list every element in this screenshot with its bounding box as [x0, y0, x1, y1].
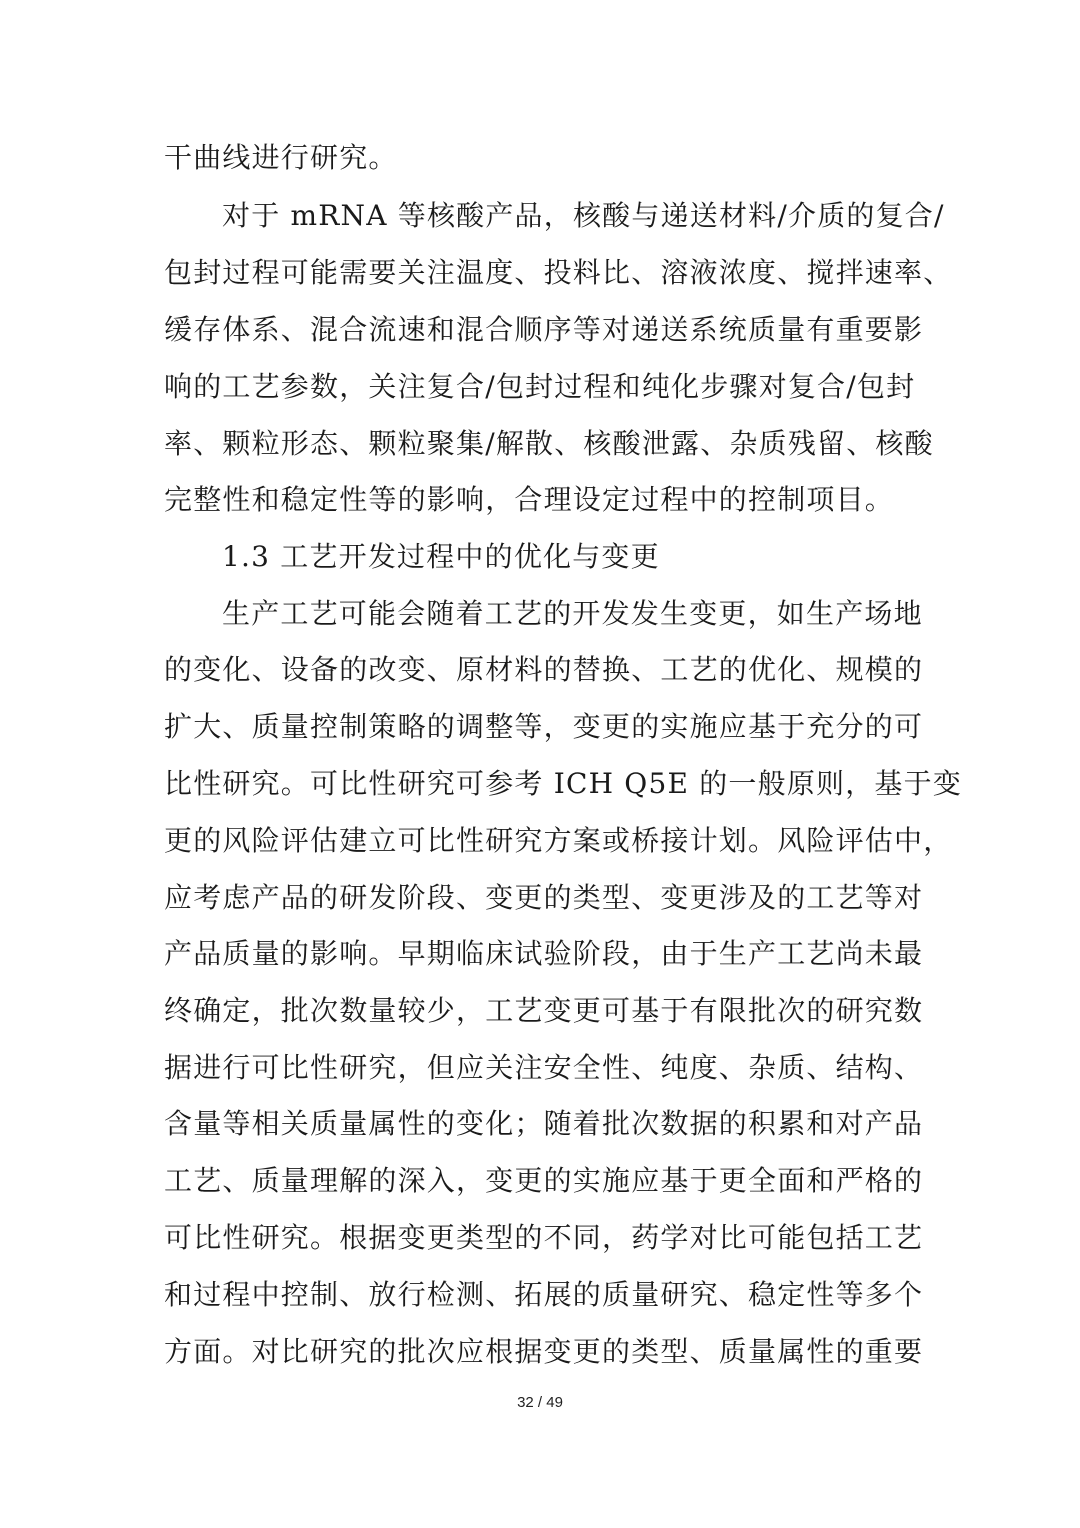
text-line: 响的工艺参数，关注复合/包封过程和纯化步骤对复合/包封 [164, 370, 916, 403]
text-line: 比性研究。可比性研究可参考 ICH Q5E 的一般原则，基于变 [164, 767, 963, 800]
text-line: 可比性研究。根据变更类型的不同，药学对比可能包括工艺 [164, 1221, 924, 1254]
text-line: 含量等相关质量属性的变化；随着批次数据的积累和对产品 [164, 1107, 924, 1140]
text-line: 干曲线进行研究。 [164, 141, 398, 174]
text-line: 产品质量的影响。早期临床试验阶段，由于生产工艺尚未最 [164, 937, 924, 970]
text-line: 和过程中控制、放行检测、拓展的质量研究、稳定性等多个 [164, 1278, 924, 1311]
text-line: 的变化、设备的改变、原材料的替换、工艺的优化、规模的 [164, 653, 924, 686]
paragraph-first-line: 生产工艺可能会随着工艺的开发发生变更，如生产场地 [222, 597, 923, 630]
text-line: 包封过程可能需要关注温度、投料比、溶液浓度、搅拌速率、 [164, 256, 953, 289]
text-line: 更的风险评估建立可比性研究方案或桥接计划。风险评估中， [164, 824, 953, 857]
text-line: 据进行可比性研究，但应关注安全性、纯度、杂质、结构、 [164, 1051, 924, 1084]
section-heading: 1.3 工艺开发过程中的优化与变更 [222, 540, 660, 573]
text-line: 扩大、质量控制策略的调整等，变更的实施应基于充分的可 [164, 710, 924, 743]
text-line: 方面。对比研究的批次应根据变更的类型、质量属性的重要 [164, 1335, 924, 1368]
text-line: 缓存体系、混合流速和混合顺序等对递送系统质量有重要影 [164, 313, 924, 346]
text-line: 完整性和稳定性等的影响，合理设定过程中的控制项目。 [164, 483, 895, 516]
page-number: 32 / 49 [517, 1394, 563, 1411]
text-line: 率、颗粒形态、颗粒聚集/解散、核酸泄露、杂质残留、核酸 [164, 427, 934, 460]
paragraph-first-line: 对于 mRNA 等核酸产品，核酸与递送材料/介质的复合/ [222, 199, 945, 232]
text-line: 应考虑产品的研发阶段、变更的类型、变更涉及的工艺等对 [164, 881, 924, 914]
text-line: 工艺、质量理解的深入，变更的实施应基于更全面和严格的 [164, 1164, 924, 1197]
text-line: 终确定，批次数量较少，工艺变更可基于有限批次的研究数 [164, 994, 924, 1027]
